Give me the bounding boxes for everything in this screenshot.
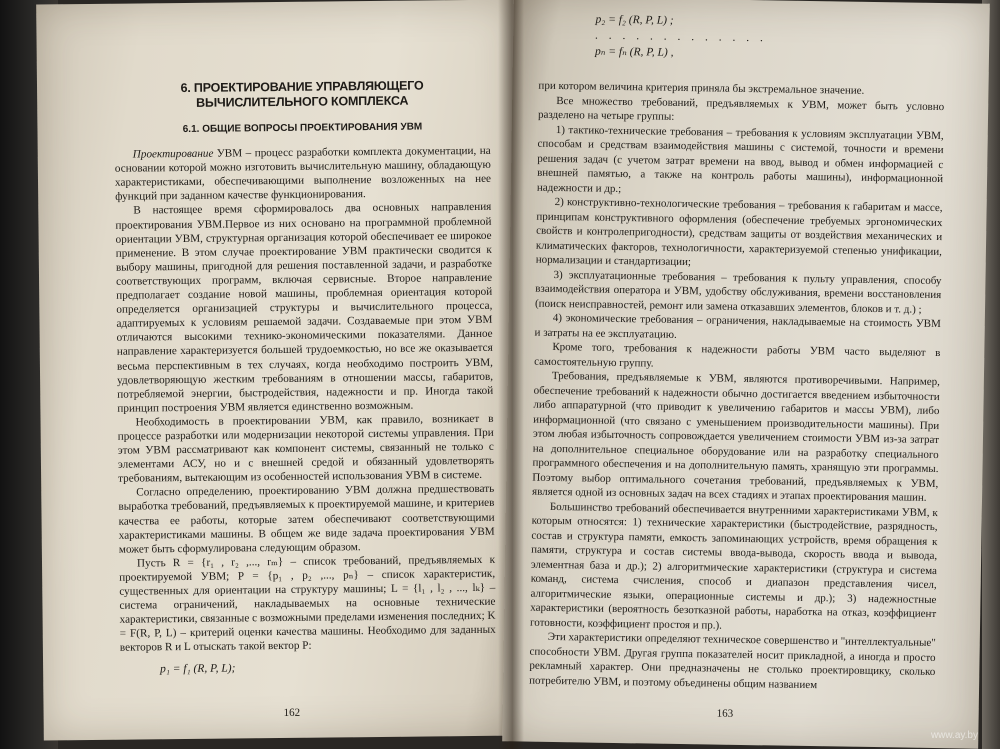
- paragraph-perfection: Эти характеристики определяют техническое совершенство и "интеллектуальные" способности УВМ. Другая группа показателей носит прикладной, а иногда и просто рекламный характер. Они предназначены не столько проектировщику, сколько потребителю УВМ, и поэтому объединены общим названием: [529, 630, 936, 691]
- formula-ellipsis: . . . . . . . . . . . . .: [595, 29, 768, 45]
- paragraph-necessity: Необходимость в проектировании УВМ, как правило, возникает в процессе разработки или модернизации некоторой системы управления. При этом УВМ рассматривают как компонент системы, связанный не только с элементами АСУ, но и с внешней средой и обязанный удовлетворять требованиям, вытекающим из особенностей использования УВМ в системе.: [117, 412, 495, 485]
- paragraph-definition-requirements: Согласно определению, проектированию УВМ должна предшествовать выработка требований, предъявляемых к проектируемой машине, и критериев качества ее работы, которые затем обеспечивают соответствующими характеристиками машины. В общем же виде задача проектирования УВМ может быть сформулирована следующим образом.: [118, 483, 495, 556]
- paragraph-definition: [115, 144, 492, 204]
- list-item-tactical: 1) тактико-технические требования – требования к условиям эксплуатации УВМ, способам и средствам взаимодействия машины с системой, точности и времени решения задач (с учетом затрат времени на ввод, вывод и обмен информацией с внешней памятью, а также на контроль работы машины), информационной надежности и др.;: [536, 123, 944, 195]
- formula-block: [595, 12, 768, 63]
- formula-p2: p₂ = f₂ (R, P, L) ;: [595, 13, 674, 27]
- list-item-operational: 3) эксплуатационные требования – требования к пульту управления, способу взаимодействия оператора и УВМ, удобству обслуживания, времени восстановления (поиск неисправностей, ремонт или замена отказавших элементов, блоков и т. д.) ;: [534, 268, 942, 316]
- section-title: 6.1. ОБЩИЕ ВОПРОСЫ ПРОЕКТИРОВАНИЯ УВМ: [182, 121, 423, 136]
- paragraph-directions: В настоящее время сформировалось два основных направления проектирования УВМ.Первое из них основано на программной проблемной ориентации УВМ, структурная организация которой обеспечивает ее широкое применение. В этом случае проектирование УВМ практически сводится к выбору машины, пригодной для решения поставленной задачи, и разработке соответствующих программ, включая сервисные. Второе направление предполагает создание новой машины, проблемная ориентация которой определяется организацией структуры и вычислительного процесса, адаптируемых к условиям решаемой задачи. Создаваемые при этом УВМ отличаются высокими технико-экономическими показателями. Данное направление характеризуется большей трудоемкостью, но все же оказывается весьма перспективным в тех случаях, когда необходимо построить УВМ, удовлетворяющую жестким требованиям в отношении массы, габаритов, потребляемой энергии, быстродействия, надежности и пр. Иногда такой принцип построения УВМ является единственно возможным.: [115, 201, 494, 415]
- list-item-constructive: 2) конструктивно-технологические требования – требования к габаритам и массе, принципам конструктивного оформления (обеспечение требуемых эргономических свойств и контролепригодности), средствам защиты от воздействия механических и климатических факторов, технологичности, характеризуемой степенью унификации, нормализации и стандартизации;: [535, 195, 943, 269]
- right-page: [502, 0, 990, 749]
- left-page: [36, 0, 524, 740]
- watermark: www.ay.by: [930, 730, 978, 741]
- paragraph-reliability: Кроме того, требования к надежности работы УВМ часто выделяют в самостоятельную группу.: [534, 340, 941, 370]
- paragraph-problem-statement: Пусть R = {r₁ , r₂ ,..., rₘ} – список требований, предъявляемых к проектируемой УВМ; P = {p₁ , p₂ ,..., pₙ} – список характеристик, существенных для ориентации на структуру машины; L = {l₁ , l₂ , ..., lₖ} – система ограничений, накладываемых на основные технические характеристики, связанные с возможными пределами изменения последних; K = F(R, P, L) – критерий оценки качества машины. Необходимо для заданных векторов R и L отыскать такой вектор P:: [119, 553, 496, 655]
- list-item-economic: 4) экономические требования – ограничения, накладываемые на стоимость УВМ и затраты на ее эксплуатацию.: [534, 311, 941, 341]
- formula-p1: p₁ = f₁ (R, P, L);: [160, 662, 236, 676]
- paragraph-groups-intro: Все множество требований, предъявляемых к УВМ, может быть условно разделено на четыре группы:: [537, 94, 945, 123]
- chapter-title: 6. ПРОЕКТИРОВАНИЕ УПРАВЛЯЮЩЕГО ВЫЧИСЛИТЕЛЬНОГО КОМПЛЕКСА: [180, 78, 424, 110]
- paragraph-characteristics: Большинство требований обеспечивается внутренними характеристиками УВМ, к которым относятся: 1) технические характеристики (быстродействие, разрядность, состав и структура памяти, емкость запоминающих устройств, время обращения к памяти, структура и состав системы ввода-вывода, скорость ввода и вывода, элементная база и др.); 2) алгоритмические характеристики (структура и система команд, система счисления, способ и диапазон представления чисел, алгоритмические языки, операционные системы и др.); 3) надежностные характеристики (вероятность безотказной работы, наработка на отказ, коэффициент готовности, коэффициент простоя и пр.).: [529, 500, 938, 632]
- term-design: Проектирование: [132, 147, 214, 161]
- formula-pn: pₙ = fₙ (R, P, L) ,: [594, 45, 674, 59]
- paragraph-contradictions: Требования, предъявляемые к УВМ, являются противоречивыми. Например, обеспечение требований к надежности обычно достигается введением избыточности либо аппаратурной (что приводит к увеличению габаритов и массы УВМ), либо информационной (что связано с уменьшением производительности машины). При этом любая избыточность сопровождается увеличением стоимости УВМ из-за затрат на дополнительное специальное оборудование или на разработку специального программного обеспечения и на дополнительную память, хранящую эти программы. Поэтому выбор оптимального сочетания требований, предъявляемых к УВМ, является одной из основных задач на всех стадиях и этапах проектирования машин.: [532, 369, 940, 504]
- page-number-right: 163: [716, 707, 734, 720]
- right-page-text: [529, 79, 945, 694]
- book-gutter-shadow: [498, 0, 524, 749]
- page-number-left: 162: [283, 706, 301, 719]
- paragraph-definition-text: УВМ – процесс разработки комплекта документации, на основании которой можно изготовить вычислительную машину, обладающую характеристиками, обеспечивающими выполнение возложенных на нее функций при заданном качестве функционирования.: [114, 144, 492, 204]
- left-page-text: [114, 78, 496, 677]
- paragraph-extremum: при котором величина критерия приняла бы экстремальное значение.: [538, 79, 865, 97]
